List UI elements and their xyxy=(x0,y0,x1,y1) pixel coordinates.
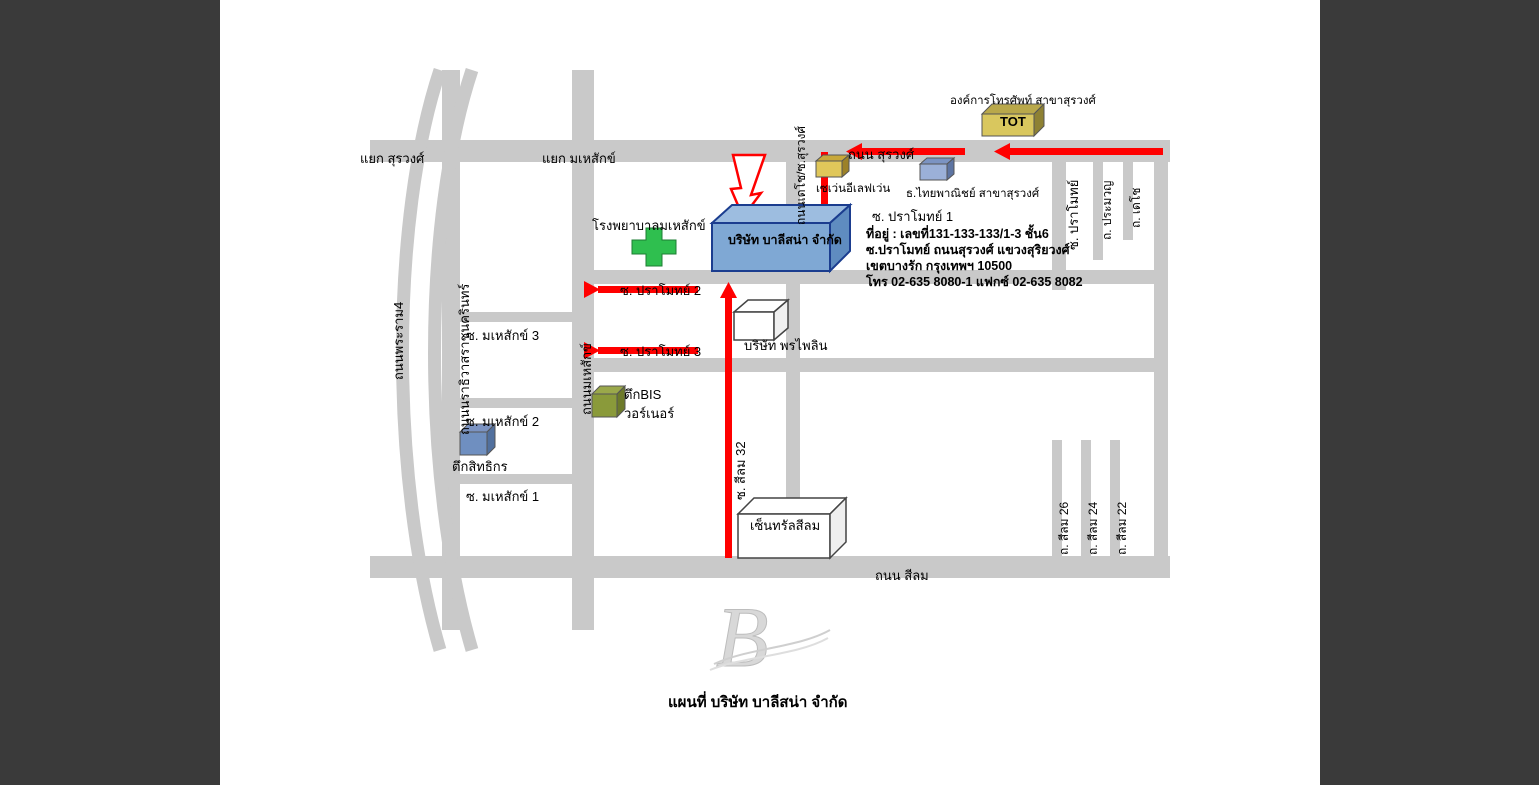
address-block xyxy=(866,226,1083,290)
map-caption: แผนที่ บริษัท บาลีสน่า จำกัด xyxy=(668,694,848,711)
label-thanon-narathiwat: ถนนนราธิวาสราชนครินทร์ xyxy=(457,283,472,435)
building-scb-bank xyxy=(920,158,956,182)
label-soi-pramot-3: ซ. ปราโมทย์ 3 xyxy=(620,344,702,359)
logo-letter: B xyxy=(716,589,769,685)
label-soi-mahesak-2: ซ. มเหสักข์ 2 xyxy=(466,414,540,429)
label-yaek-mahesak: แยก มเหสักข์ xyxy=(542,151,616,166)
label-thanon-pramuan: ถ. ประมวญ xyxy=(1100,180,1114,240)
label-thanon-decho-surawong: ถนนเดโช/ซ.สุรวงศ์ xyxy=(794,126,808,225)
address-line-1: ที่อยู่ : เลขที่131-133-133/1-3 ชั้น6 xyxy=(866,227,1049,241)
label-soi-mahesak-3: ซ. มเหสักข์ 3 xyxy=(466,328,540,343)
map-page xyxy=(220,0,1320,785)
label-company-balisna: บริษัท บาลีสน่า จำกัด xyxy=(728,233,842,247)
label-warner: วอร์เนอร์ xyxy=(624,406,675,421)
address-line-3: เขตบางรัก กรุงเทพฯ 10500 xyxy=(866,259,1013,273)
label-seven-eleven: เซเว่นอีเลฟเว่น xyxy=(816,183,891,195)
label-thanon-surawong: ถนน สุรวงศ์ xyxy=(848,147,915,162)
label-central-silom: เซ็นทรัลสีลม xyxy=(750,518,821,533)
label-soi-pramot-1: ซ. ปราโมทย์ 1 xyxy=(872,209,954,224)
label-thanon-silom: ถนน สีลม xyxy=(875,568,929,583)
label-thanon-rama-4: ถนนพระราม4 xyxy=(391,301,406,380)
label-yaek-surawong: แยก สุรวงศ์ xyxy=(360,151,425,166)
label-hospital-mahesak: โรงพยาบาลมเหสักข์ xyxy=(592,218,706,233)
address-line-2: ซ.ปราโมทย์ ถนนสุรวงศ์ แขวงสุริยวงศ์ xyxy=(866,243,1070,257)
label-soi-mahesak-1: ซ. มเหสักข์ 1 xyxy=(466,489,540,504)
label-thanon-decho: ถ. เดโช xyxy=(1129,187,1143,228)
label-soi-silom-22: ถ. สีลม 22 xyxy=(1115,501,1129,555)
label-soi-silom-24: ถ. สีลม 24 xyxy=(1086,501,1100,555)
building-seven-eleven xyxy=(816,155,850,179)
road-block-edge-right xyxy=(1154,140,1168,570)
arrow-head-surawong-1 xyxy=(994,143,1012,161)
label-sitthikorn: ตึกสิทธิกร xyxy=(452,459,508,474)
arrow-surawong-1 xyxy=(1008,148,1163,155)
label-scb-bank: ธ.ไทยพาณิชย์ สาขาสุรวงศ์ xyxy=(906,188,1040,200)
label-bis-building: ตึกBIS xyxy=(624,387,662,402)
arrow-silom32-seg2 xyxy=(725,296,732,356)
address-line-4: โทร 02-635 8080-1 แฟกซ์ 02-635 8082 xyxy=(866,275,1083,289)
building-bis-warner xyxy=(592,386,626,418)
label-soi-silom-32: ซ. สีลม 32 xyxy=(733,441,748,500)
label-soi-pramot-2: ซ. ปราโมทย์ 2 xyxy=(620,283,702,298)
label-tot-office: องค์การโทรศัพท์ สาขาสุรวงศ์ xyxy=(950,95,1096,107)
map-canvas xyxy=(220,0,1320,785)
label-soi-pramot: ซ. ปราโมทย์ xyxy=(1066,179,1081,250)
arrow-head-pramot2 xyxy=(584,281,602,299)
label-pornpailin: บริษัท พรไพลิน xyxy=(744,338,828,353)
label-soi-silom-26: ถ. สีลม 26 xyxy=(1057,501,1071,555)
logo-b-icon xyxy=(708,589,838,685)
label-thanon-mahesak: ถนนมเหสักข์ xyxy=(579,343,594,415)
label-tot-badge: TOT xyxy=(1000,114,1026,129)
